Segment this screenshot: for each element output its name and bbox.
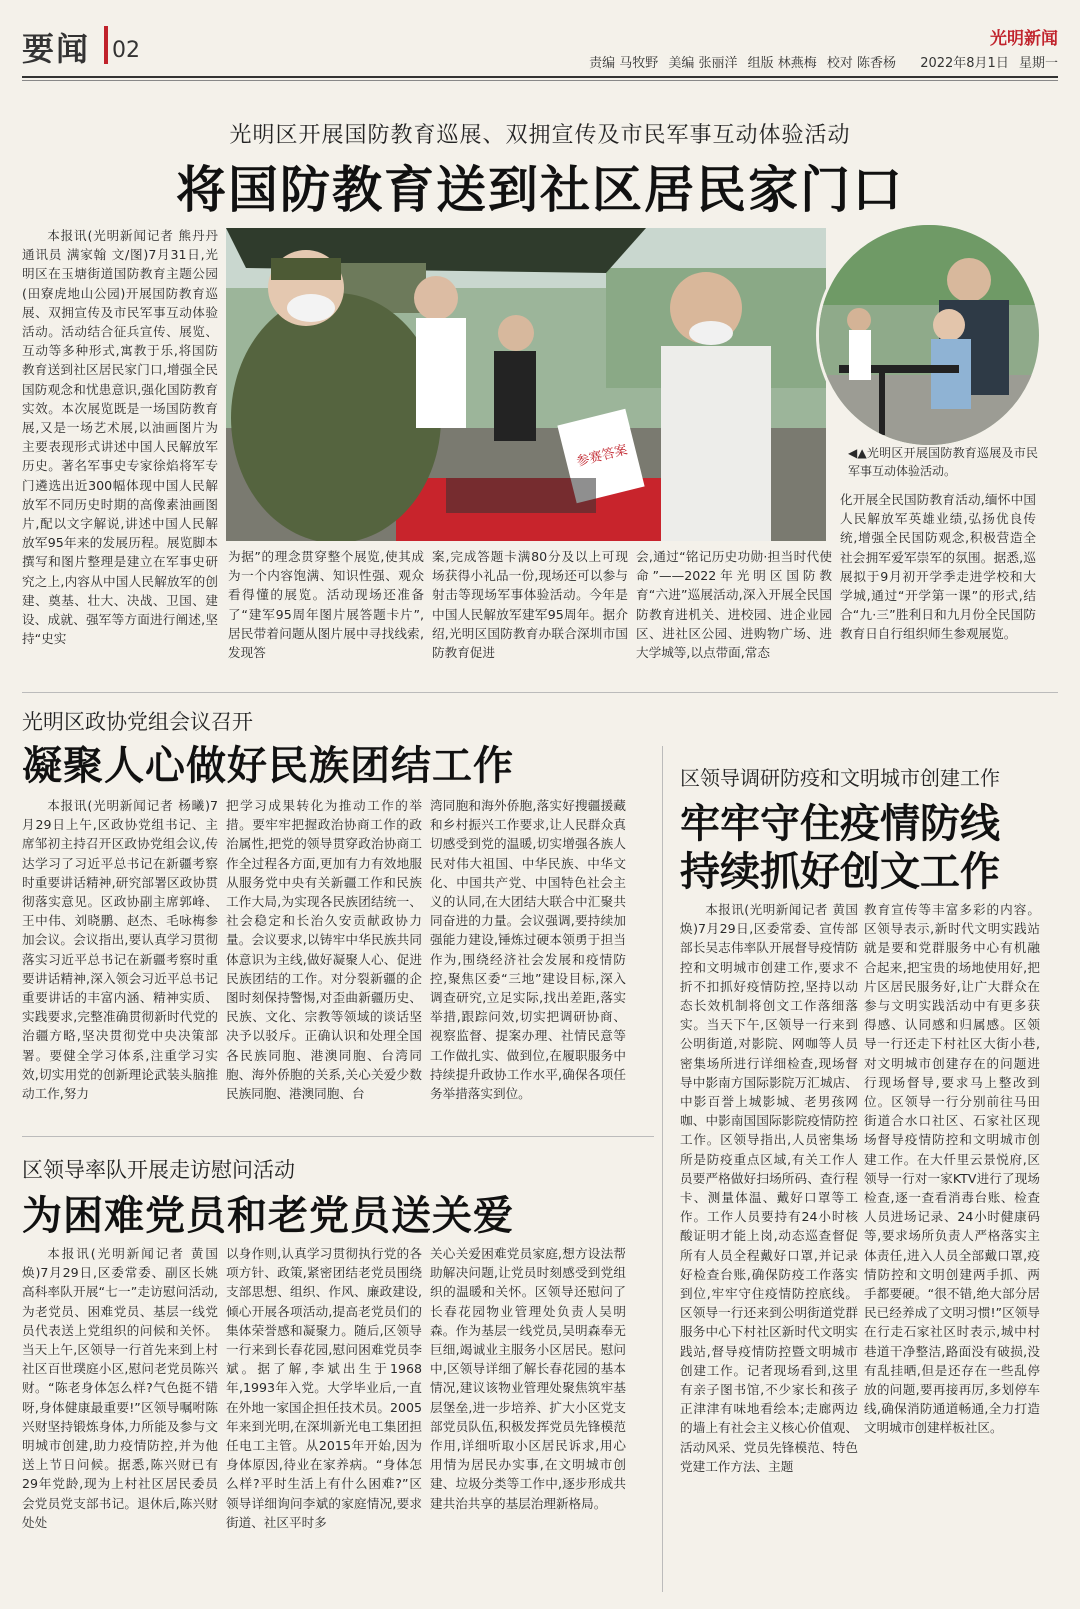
section-title: 要闻 — [22, 30, 91, 68]
header-rule — [22, 76, 1058, 78]
page-number: 02 — [112, 38, 140, 63]
article4-headline-line1: 牢牢守住疫情防线 — [680, 800, 1000, 847]
vertical-separator — [662, 746, 663, 1592]
article3-headline: 为困难党员和老党员送关爱 — [22, 1192, 514, 1239]
credit-layout: 组版 林燕梅 — [747, 56, 817, 71]
article2-kicker: 光明区政协党组会议召开 — [22, 710, 253, 734]
article3-text-3: 关心关爱困难党员家庭,想方设法帮助解决问题,让党员时刻感受到党组织的温暖和关怀。区领导还慰问了长春花园物业管理处负责人吴明森。作为基层一线党员,吴明森奉无巨细,竭诚业主服务小区居民。慰问中,区领导详细了解长春花园的基本情况,建议该物业管理处聚焦筑牢基层堡垒,进一步培养、扩大小区党支部党员队伍,积极发挥党员先锋模范作用,详细听取小区居民诉求,用心用情为居民办实事,在文明城市创建、垃圾分类等工作中,逐步形成共建共治共享的基层治理新格局。 — [430, 1246, 626, 1511]
article1-text-5: 化开展全民国防教育活动,缅怀中国人民解放军英雄业绩,弘扬优良传统,增强全民国防观念,积极营造全社会拥军爱军崇军的氛围。据悉,巡展拟于9月初开学季走进学校和大学城,通过“开学第一课”的形式,结合“九·三”胜利日和九月份全民国防教育日自行组织师生参观展览。 — [840, 492, 1036, 642]
article1-column-2 — [228, 547, 424, 679]
issue-weekday: 星期一 — [1018, 56, 1058, 71]
article3-kicker: 区领导率队开展走访慰问活动 — [22, 1158, 295, 1182]
credit-editor: 责编 马牧野 — [589, 56, 659, 71]
article1-column-3 — [432, 547, 628, 679]
main-photo-illustration — [226, 228, 826, 541]
inset-caption-text: ◀▲光明区开展国防教育巡展及市民军事互动体验活动。 — [848, 446, 1038, 478]
article2-headline: 凝聚人心做好民族团结工作 — [22, 742, 514, 789]
section-separator — [22, 692, 1058, 693]
article2-text-2: 把学习成果转化为推动工作的举措。要牢牢把握政治协商工作的政治属性,把党的领导贯穿政治协商工作全过程各方面,更加有力有效地服从服务党中央有关新疆工作和民族工作大局,为实现各民族团结统一、社会稳定和长治久安贡献政协力量。会议要求,以铸牢中华民族共同体意识为主线,做好凝聚人心、促进民族团结的工作。对分裂新疆的企图时刻保持警惕,对歪曲新疆历史、民族、文化、宗教等领域的谈话坚决予以驳斥。正确认识和处理全国各民族同胞、港澳同胞、台湾同胞、海外侨胞的关系,关心关爱少数民族同胞、港澳同胞、台 — [226, 798, 422, 1102]
article3-column-2 — [226, 1244, 422, 1596]
editor-credits — [583, 52, 1058, 71]
article1-headline: 将国防教育送到社区居民家门口 — [176, 160, 904, 219]
article4-column-1 — [680, 900, 858, 1596]
article1-text-2: 为据”的理念贯穿整个展览,使其成为一个内容饱满、知识性强、观众看得懂的展览。活动现场还准备了“建军95周年图片展答题卡片”,居民带着问题从图片展中寻找线索,发现答 — [228, 549, 424, 661]
inset-caption — [848, 444, 1038, 484]
article3-column-3 — [430, 1244, 626, 1596]
article1-kicker: 光明区开展国防教育巡展、双拥宣传及市民军事互动体验活动 — [229, 123, 851, 148]
issue-date: 2022年8月1日 — [920, 56, 1009, 71]
credit-art: 美编 张丽洋 — [668, 56, 738, 71]
article1-text-3: 案,完成答题卡满80分及以上可现场获得小礼品一份,现场还可以参与射击等现场军事体验活动。今年是中国人民解放军建军95周年。据介绍,光明区国防教育办联合深圳市国防教育促进 — [432, 549, 628, 661]
article4-column-2 — [864, 900, 1040, 1596]
article3-text-2: 以身作则,认真学习贯彻执行党的各项方针、政策,紧密团结老党员围绕支部思想、组织、作风、廉政建设,倾心开展各项活动,提高老党员们的集体荣誉感和凝聚力。随后,区领导一行来到长春花园,慰问困难党员李斌。据了解,李斌出生于1968年,1993年入党。大学毕业后,一直在外地一家国企担任技术员。2005年来到光明,在深圳新光电工集团担任电工主管。从2015年开始,因为身体原因,待业在家养病。“身体怎么样?平时生活上有什么困难?”区领导详细询问李斌的家庭情况,要求街道、社区平时多 — [226, 1246, 422, 1530]
article2-column-2 — [226, 796, 422, 1122]
article3-text-1: 本报讯(光明新闻记者 黄国焕)7月29日,区委常委、副区长姚高科率队开展“七一”走访慰问活动,为老党员、困难党员、基层一线党员代表送上党组织的问候和关怀。当天上午,区领导一行首先来到上村社区百世璞庭小区,慰问老党员陈兴财。“陈老身体怎么样?气色挺不错呀,身体健康最重要!”区领导嘱咐陈兴财坚持锻炼身体,力所能及参与文明城市创建,助力疫情防控,并为他送上节日问候。据悉,陈兴财已有29年党龄,现为上村社区居民委员会党员党支部书记。退休后,陈兴财处处 — [22, 1246, 218, 1530]
article4-kicker: 区领导调研防疫和文明城市创建工作 — [680, 766, 1000, 790]
article1-text-1: 本报讯(光明新闻记者 熊丹丹 通讯员 满家翰 文/图)7月31日,光明区在玉塘街道国防教育主题公园(田寮虎地山公园)开展国防教育巡展、双拥宣传及市民军事互动体验活动。活动结合征兵宣传、展览、互动等多种形式,寓教于乐,将国防教育送到社区居民家门口,增强全民国防观念和忧患意识,强化国防教育实效。本次展览既是一场国防教育展,又是一场艺术展,以油画图片为主要表现形式讲述中国人民解放军历史。著名军事史专家徐焰将军专门遴选出近300幅体现中国人民解放军不同历史时期的高像素油画图片,配以文字解说,讲述中国人民解放军95年来的发展历程。展览脚本撰写和图片整理是建立在军事史研究之上,内容从中国人民解放军的创建、奠基、壮大、决战、卫国、建设、成就、强军等方面进行阐述,坚持“史实 — [22, 228, 218, 647]
header-rule-thin — [22, 80, 1058, 81]
article4-text-2: 教育宣传等丰富多彩的内容。区领导表示,新时代文明实践站就是要和党群服务中心有机融合起来,把宝贵的场地使用好,把片区居民服务好,让广大群众在参与文明实践活动中有更多获得感、认同感和归属感。区领导一行还走下村社区大街小巷,对文明城市创建存在的问题进行现场督导,要求马上整改到位。区领导一行分别前往马田街道合水口社区、石家社区现场督导疫情防控和文明城市创建工作。在大仟里云景悦府,区领导一行对一家KTV进行了现场检查,逐一查看消毒台账、检查人员进场记录、24小时健康码等,要求场所负责人严格落实主体责任,进入人员全部戴口罩,疫情防控和文明创建两手抓、两手都要硬。“很不错,绝大部分居民已经养成了文明习惯!”区领导在行走石家社区时表示,城中村巷道干净整洁,路面没有破损,没有乱挂晒,但是还存在一些乱停放的问题,要再接再厉,多划停车线,确保消防通道畅通,全力打造文明城市创建样板社区。 — [864, 902, 1040, 1436]
section-divider — [104, 26, 108, 64]
article2-column-1 — [22, 796, 218, 1122]
inset-photo-illustration — [819, 225, 1039, 445]
section-separator-2 — [22, 1136, 654, 1137]
newspaper-logo: 光明新闻 — [990, 29, 1058, 49]
article1-column-4 — [636, 547, 832, 679]
article1-column-5 — [840, 490, 1036, 679]
inset-photo — [816, 222, 1042, 448]
article3-column-1 — [22, 1244, 218, 1596]
article4-text-1: 本报讯(光明新闻记者 黄国焕)7月29日,区委常委、宣传部部长吴志伟率队开展督导疫情防控和文明城市创建工作,要求不折不扣抓好疫情防控,坚持以动态长效机制将创文工作落细落实。当天下午,区领导一行来到公明街道,对影院、网咖等人员密集场所进行详细检查,现场督导中影南方国际影院万汇城店、中影百誉上城影城、老男孩网咖、中影南国国际影院疫情防控工作。区领导指出,人员密集场所是防疫重点区域,有关工作人员要严格做好扫场所码、查行程卡、测量体温、戴好口罩等工作。工作人员要持有24小时核酸证明才能上岗,动态巡查督促所有人员全程戴好口罩,并记录好检查台账,确保防疫工作落实到位,牢牢守住疫情防控底线。区领导一行还来到公明街道党群服务中心下村社区新时代文明实践站,督导疫情防控暨文明城市创建工作。记者现场看到,这里有亲子图书馆,不少家长和孩子正津津有味地看绘本;走廊两边的墙上有社会主义核心价值观、活动风采、党员先锋模范、特色党建工作方法、主题 — [680, 902, 858, 1474]
article4-headline-line2: 持续抓好创文工作 — [680, 848, 1000, 895]
article2-text-3: 湾同胞和海外侨胞,落实好搜疆援藏和乡村振兴工作要求,让人民群众真切感受到党的温暖,切实增强各族人民对伟大祖国、中华民族、中华文化、中国共产党、中国特色社会主义的认同,在大团结大联合中汇聚共同奋进的力量。会议强调,要持续加强能力建设,锤炼过硬本领勇于担当作为,围绕经济社会发展和疫情防控,聚焦区委“三地”建设目标,深入调查研究,立足实际,找出差距,落实举措,跟踪问效,切实把调研协商、视察监督、提案办理、社情民意等工作做扎实、做到位,在履职服务中持续提升政协工作水平,确保各项任务举措落实到位。 — [430, 798, 626, 1102]
credit-proof: 校对 陈香杨 — [826, 56, 897, 71]
article1-column-1 — [22, 226, 218, 678]
main-photo — [226, 228, 826, 541]
article2-text-1: 本报讯(光明新闻记者 杨曦)7月29日上午,区政协党组书记、主席邹初主持召开区政协党组会议,传达学习了习近平总书记在新疆考察时重要讲话精神,研究部署区政协贯彻落实意见。区政协副主席郭峰、王中伟、刘晓鹏、赵杰、毛咏梅参加会议。会议指出,要认真学习贯彻落实习近平总书记在新疆考察时重要讲话精神,深入领会习近平总书记重要讲话的丰富内涵、精神实质、实践要求,完整准确贯彻新时代党的治疆方略,坚决贯彻党中央决策部署。要健全学习体系,注重学习实效,切实用党的创新理论武装头脑推动工作,努力 — [22, 798, 218, 1102]
photo-sign-text: 参赛答案 — [575, 442, 630, 470]
article1-text-4: 会,通过“铭记历史功勋·担当时代使命”——2022年光明区国防教育“六进”巡展活动,深入开展全民国防教育进机关、进校园、进企业园区、进社区公园、进购物广场、进大学城等,以点带面,常态 — [636, 549, 832, 661]
article2-column-3 — [430, 796, 626, 1122]
